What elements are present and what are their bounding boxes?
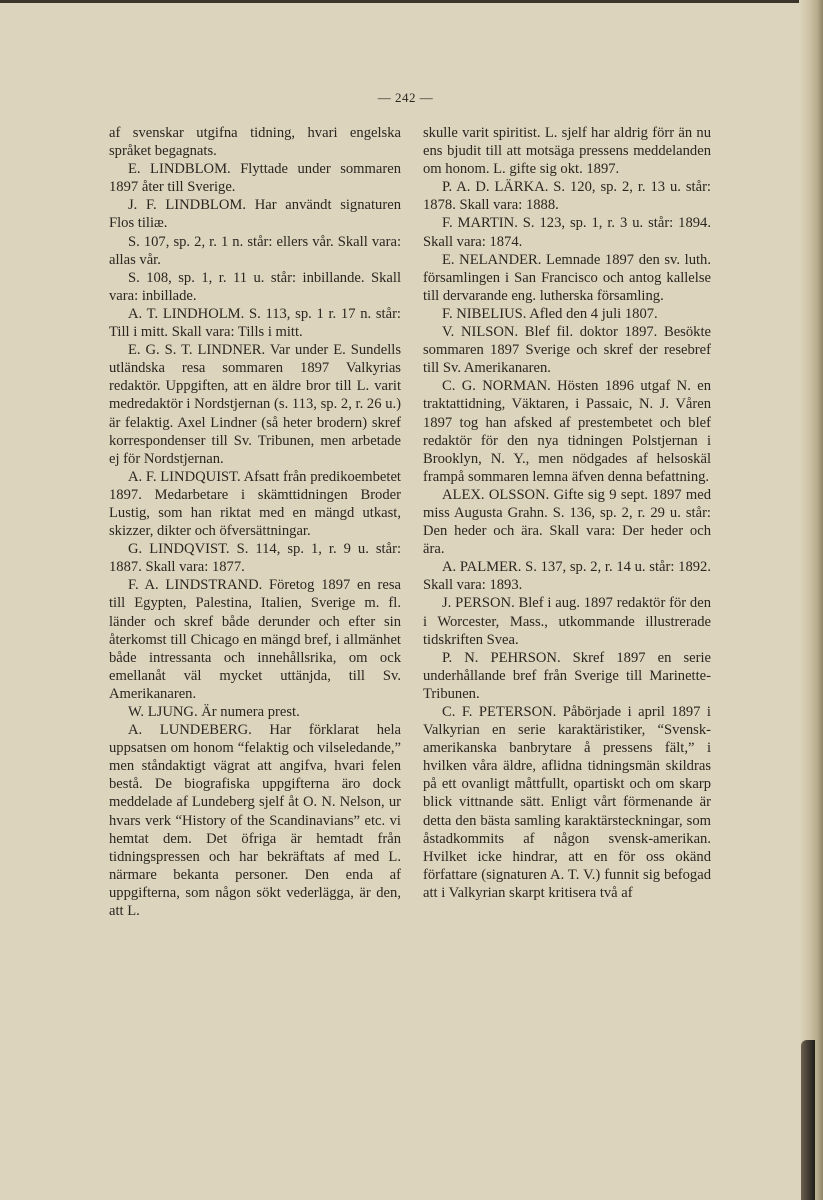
paragraph: af svenskar utgifna tidning, hvari engelska språket begagnats. bbox=[109, 125, 401, 160]
paragraph: A. T. LINDHOLM. S. 113, sp. 1 r. 17 n. står: Till i mitt. Skall vara: Tills i mitt. bbox=[109, 305, 401, 341]
binding-edge bbox=[801, 1040, 815, 1200]
paragraph: P. A. D. LÄRKA. S. 120, sp. 2, r. 13 u. står: 1878. Skall vara: 1888. bbox=[423, 179, 711, 214]
paragraph: E. G. S. T. LINDNER. Var under E. Sundells utländska resa sommaren 1897 Valkyrias redaktör. Uppgiften, att en äldre bror till L. varit medredaktör i Nordstjernan (s. 113, sp. 2, r. 26 u.) är felaktig. Axel Lindner (så heter brodern) skref korrespondenser till Sv. Tribunen, men arbetade ej för Nordstjernan. bbox=[109, 342, 401, 467]
paragraph: F. NIBELIUS. Afled den 4 juli 1807. bbox=[442, 305, 658, 322]
paragraph: J. PERSON. Blef i aug. 1897 redaktör för den i Worcester, Mass., utkommande illustrerade tidskriften Svea. bbox=[423, 595, 711, 648]
page-number: — 242 — bbox=[377, 90, 434, 105]
paragraph: S. 107, sp. 2, r. 1 n. står: ellers vår. Skall vara: allas vår. bbox=[109, 233, 401, 268]
left-column bbox=[109, 124, 401, 920]
paragraph: S. 108, sp. 1, r. 11 u. står: inbillande. Skall vara: inbillade. bbox=[109, 269, 401, 304]
paragraph: A. F. LINDQUIST. Afsatt från predikoembetet 1897. Medarbetare i skämttidningen Broder Lustig, som han riktat med en mängd utkast, skizzer, dikter och öfversättningar. bbox=[109, 468, 401, 540]
paragraph: V. NILSON. Blef fil. doktor 1897. Besökte sommaren 1897 Sverige och skref der resebref till Sv. Amerikanaren. bbox=[423, 324, 711, 377]
paragraph: P. N. PEHRSON. Skref 1897 en serie underhållande bref från Sverige till Marinette-Tribunen. bbox=[423, 649, 711, 702]
paragraph: C. G. NORMAN. Hösten 1896 utgaf N. en traktattidning, Väktaren, i Passaic, N. J. Våren 1897 tog han afsked af prestembetet och blef redaktör för den nya tidningen Polstjernan i Brooklyn, N. Y., men nödgades af helsoskäl frampå sommaren lemna äfven denna befattning. bbox=[423, 378, 711, 485]
paragraph: skulle varit spiritist. L. sjelf har aldrig förr än nu ens bjudit till att motsäga pressens meddelanden om honom. L. gifte sig okt. 1897. bbox=[423, 125, 711, 178]
paragraph: E. NELANDER. Lemnade 1897 den sv. luth. församlingen i San Francisco och antog kallelse till dervarande eng. lutherska församling. bbox=[423, 251, 711, 304]
page-edge-shadow bbox=[799, 0, 823, 1200]
paragraph: F. MARTIN. S. 123, sp. 1, r. 3 u. står: 1894. Skall vara: 1874. bbox=[423, 215, 711, 250]
right-column bbox=[423, 124, 711, 902]
paragraph: J. F. LINDBLOM. Har användt signaturen Flos tiliæ. bbox=[109, 197, 401, 232]
paragraph: W. LJUNG. Är numera prest. bbox=[128, 704, 300, 720]
paragraph: E. LINDBLOM. Flyttade under sommaren 1897 åter till Sverige. bbox=[109, 161, 401, 196]
paragraph: G. LINDQVIST. S. 114, sp. 1, r. 9 u. står: 1887. Skall vara: 1877. bbox=[109, 541, 401, 576]
paragraph: F. A. LINDSTRAND. Företog 1897 en resa till Egypten, Palestina, Italien, Sverige m. fl. länder och skref både derunder och efter sin återkomst till Chicago en mängd bref, i allmänhet både intressanta och innehållsrika, om ock emellanåt väl mycket uttänjda, till Sv. Amerikanaren. bbox=[109, 577, 401, 702]
top-rule bbox=[0, 0, 823, 3]
paragraph: A. LUNDEBERG. Har förklarat hela uppsatsen om honom “felaktig och vilseledande,” men ståndaktigt vägrat att angifva, hvari felen bestå. De biografiska uppgifterna äro dock meddelade af Lundeberg sjelf åt O. N. Nelson, ur hvars verk “History of the Scandinavians” etc. vi hemtat dem. Det öfriga är hemtadt från tidningspressen och har bekräftats af med L. närmare bekanta personer. Den enda af uppgifterna, som någon sökt vederlägga, är den, att L. bbox=[109, 722, 401, 920]
paragraph: C. F. PETERSON. Påbörjade i april 1897 i Valkyrian en serie karaktäristiker, “Svensk-amerikanska banbrytare å pressens fält,” i hvilken våra äldre, aflidna tidningsmän skildras på ett ovanligt måttfullt, opartiskt och om skarp blick vittnande sätt. Enligt vårt förmenande är detta den bästa samling karaktärsteckningar, som åstadkommits af någon svensk-amerikan. Hvilket icke hindrar, att en för oss okänd författare (signaturen A. T. V.) funnit sig befogad att i Valkyrian skarpt kritisera två af bbox=[423, 704, 711, 901]
paragraph: A. PALMER. S. 137, sp. 2, r. 14 u. står: 1892. Skall vara: 1893. bbox=[423, 559, 711, 594]
paragraph: ALEX. OLSSON. Gifte sig 9 sept. 1897 med miss Augusta Grahn. S. 136, sp. 2, r. 29 u. står: Den heder och ära. Skall vara: Der heder och ära. bbox=[423, 486, 711, 558]
